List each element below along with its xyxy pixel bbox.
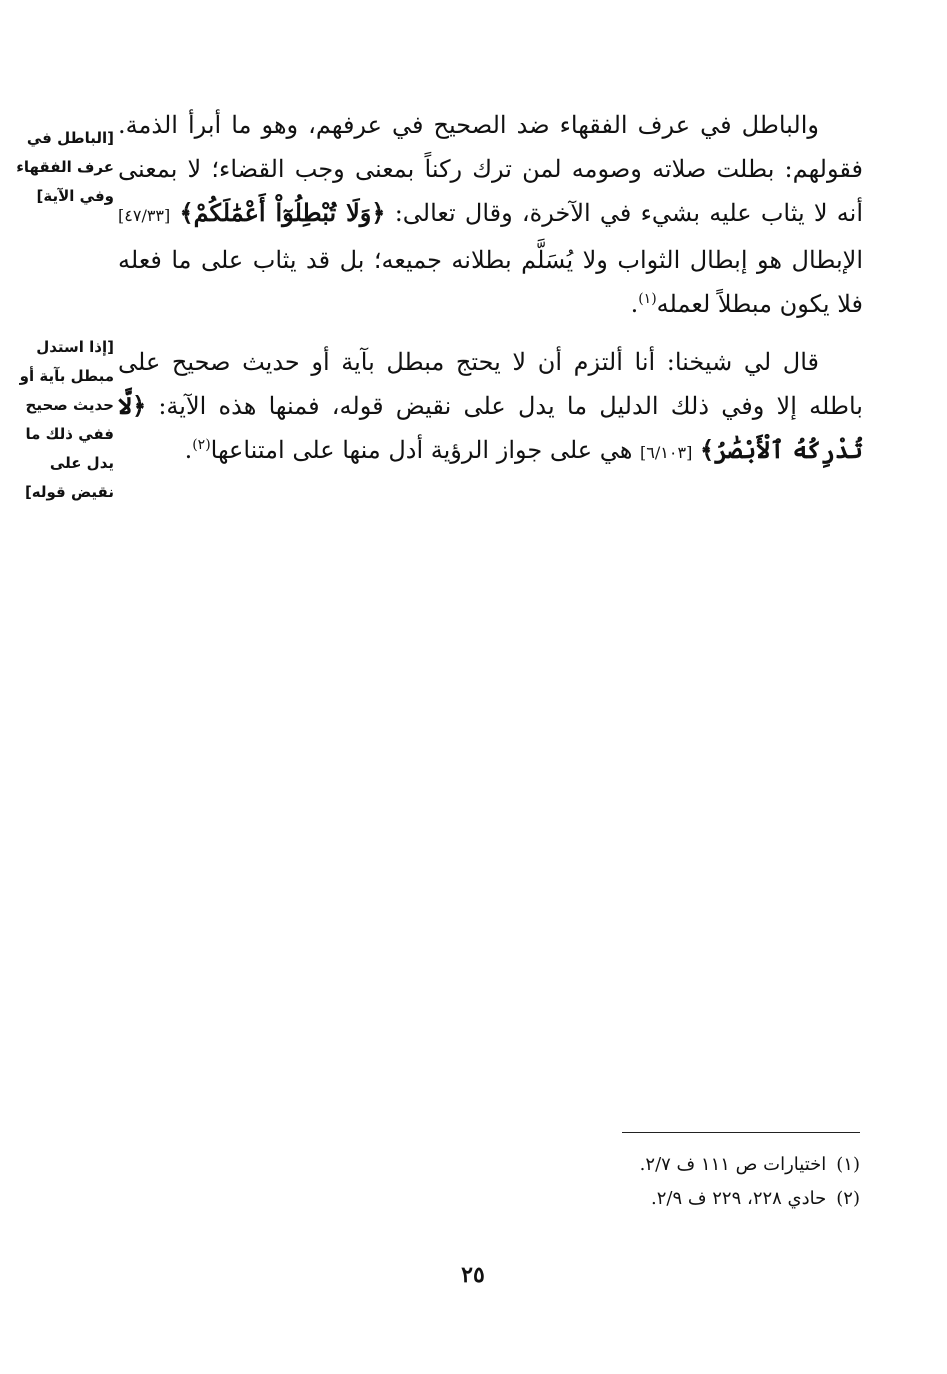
footnote-mark-1[interactable]: (١) (638, 291, 657, 307)
margin-note-false-in-jurisprudence: [الباطل في عرف الفقهاء وفي الآية] (16, 129, 114, 205)
footnote-1 (420, 1148, 860, 1182)
verse-reference-2: [٦/١٠٣] (640, 443, 693, 462)
paragraph-2-end: . (184, 436, 193, 464)
footnote-2-text: حادي ٢٢٨، ٢٢٩ ف ٢/٩. (651, 1188, 827, 1209)
footnote-1-text: اختيارات ص ١١١ ف ٢/٧. (639, 1154, 827, 1175)
paragraph-2-text-after: هي على جواز الرؤية أدل منها على امتناعها (210, 436, 633, 464)
footnote-2 (420, 1182, 860, 1216)
main-text-column (118, 103, 863, 475)
quran-verse-2: ﴿لَّا تُدْرِكُهُ ٱلْأَبْصَٰرُ﴾ (118, 391, 863, 464)
paragraph-1-text-after: الإبطال هو إبطال الثواب ولا يُسَلَّم بطلانه جميعه؛ بل قد يثاب على ما فعله فلا يكون مبطلاً لعمله (118, 246, 863, 318)
footnote-2-number: (٢) (836, 1188, 860, 1209)
paragraph-1 (118, 103, 863, 326)
margin-note-refuting-evidence: [إذا استدل مبطل بآية أو حديث صحيح ففي ذلك ما يدل على نقيض قوله] (19, 338, 114, 501)
footnote-mark-2[interactable]: (٢) (192, 437, 211, 453)
paragraph-1-end: . (630, 290, 639, 318)
footnote-separator (622, 1132, 860, 1133)
footnotes (420, 1148, 860, 1216)
paragraph-2 (118, 340, 863, 475)
paragraph-2-text-before: قال لي شيخنا: أنا ألتزم أن لا يحتج مبطل بآية أو حديث صحيح على باطله إلا وفي ذلك الدليل ما يدل على نقيض قوله، فمنها هذه الآية: (118, 348, 863, 420)
verse-reference-1: [٤٧/٣٣] (118, 206, 171, 225)
quran-verse-1: ﴿وَلَا تُبْطِلُوٓاْ أَعْمَٰلَكُمْ﴾ (179, 198, 386, 227)
page-number: ٢٥ (461, 1262, 485, 1288)
paragraph-1-text-before: والباطل في عرف الفقهاء ضد الصحيح في عرفهم، وهو ما أبرأ الذمة. فقولهم: بطلت صلاته وصومه لمن ترك ركناً بمعنى وجب القضاء؛ لا بمعنى أنه لا يثاب عليه بشيء في الآخرة، وقال تعالى: (118, 111, 863, 227)
footnote-1-number: (١) (836, 1154, 860, 1175)
